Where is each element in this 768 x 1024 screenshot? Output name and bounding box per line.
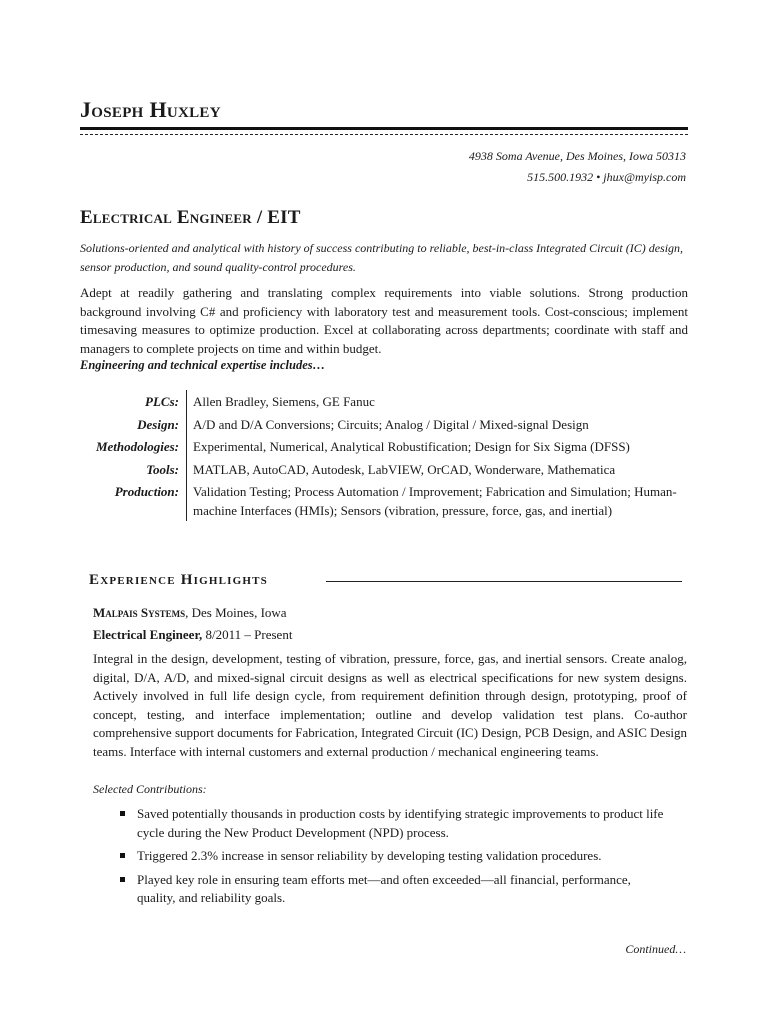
contributions-label: Selected Contributions: xyxy=(93,782,207,796)
contact-block xyxy=(469,146,686,188)
header-rule-dashed xyxy=(80,134,688,135)
skill-row xyxy=(80,435,688,458)
contact-phone-email: 515.500.1932 • jhux@myisp.com xyxy=(527,170,686,184)
contributions-list xyxy=(120,805,668,913)
skills-table xyxy=(80,390,688,521)
company-location: , Des Moines, Iowa xyxy=(185,605,287,620)
contribution-text: Triggered 2.3% increase in sensor reliability by developing testing validation procedures. xyxy=(137,848,602,863)
experience-heading: Experience Highlights xyxy=(89,572,268,588)
skill-label: Methodologies: xyxy=(95,439,179,454)
company-line xyxy=(93,605,287,621)
list-item xyxy=(120,847,668,866)
company-name: Malpais Systems xyxy=(93,605,186,620)
skill-value: A/D and D/A Conversions; Circuits; Analog / Digital / Mixed-signal Design xyxy=(186,413,688,436)
skill-label: Production: xyxy=(114,484,179,499)
square-bullet-icon xyxy=(120,811,125,816)
job-title: Electrical Engineer, xyxy=(93,627,203,642)
summary-tagline: Solutions-oriented and analytical with history of success contributing to reliable, best-in-class Integrated Circuit (IC) design, sensor production, and sound quality-control procedures. xyxy=(80,241,684,274)
list-item xyxy=(120,871,668,908)
experience-heading-rule xyxy=(326,581,682,582)
job-dates: 8/2011 – Present xyxy=(202,627,293,642)
square-bullet-icon xyxy=(120,853,125,858)
contribution-text: Played key role in ensuring team efforts met—and often exceeded—all financial, performance, quality, and reliability goals. xyxy=(137,871,631,905)
skill-value: Experimental, Numerical, Analytical Robustification; Design for Six Sigma (DFSS) xyxy=(186,435,688,458)
contribution-text: Saved potentially thousands in production costs by identifying strategic improvements to product life cycle during the New Product Development (NPD) process. xyxy=(137,806,664,840)
contact-address: 4938 Soma Avenue, Des Moines, Iowa 50313 xyxy=(468,149,686,163)
skill-row xyxy=(80,480,688,521)
skill-label: Tools: xyxy=(146,461,179,477)
list-item xyxy=(120,805,668,842)
job-description: Integral in the design, development, testing of vibration, pressure, force, gas, and inertial sensors. Create analog, digital, D/A, A/D, and mixed-signal circuit designs as well as electrical specifications for new system designs. Actively involved in full life design cycle, from requirement definition through design, prototyping, proof of concept, testing, and interface implementation; outline and develop validation test plans. Co-author comprehensive support documents for Fabrication, Integrated Circuit (IC) Design, PCB Design, and ASIC Design teams. Interface with internal customers and external production / mechanical engineering teams. xyxy=(93,651,687,759)
role-title: Electrical Engineer / EIT xyxy=(80,207,301,228)
skill-row xyxy=(80,413,688,436)
skill-row xyxy=(80,458,688,481)
skill-row xyxy=(80,390,688,413)
square-bullet-icon xyxy=(120,877,125,882)
summary-body: Adept at readily gathering and translating complex requirements into viable solutions. Strong production background involving C# and proficiency with laboratory test and measurement tools. Cost-conscious; implement timesaving measures to optimize production. Excel at collaborating across departments; coordinate with staff and managers to complete projects on time and within budget. xyxy=(80,285,688,356)
candidate-name: Joseph Huxley xyxy=(80,97,221,122)
skill-label: PLCs: xyxy=(145,394,179,409)
skill-value: MATLAB, AutoCAD, Autodesk, LabVIEW, OrCAD, Wonderware, Mathematica xyxy=(186,458,688,481)
continued-note: Continued… xyxy=(625,942,686,956)
skill-label: Design: xyxy=(137,416,179,432)
skill-value: Allen Bradley, Siemens, GE Fanuc xyxy=(186,390,688,413)
header-rule-solid xyxy=(80,127,688,130)
skill-value: Validation Testing; Process Automation / Improvement; Fabrication and Simulation; Human-machine Interfaces (HMIs); Sensors (vibration, pressure, force, gas, and inertial) xyxy=(186,480,688,521)
expertise-lead-in: Engineering and technical expertise includes… xyxy=(80,358,326,372)
job-line xyxy=(93,627,292,643)
